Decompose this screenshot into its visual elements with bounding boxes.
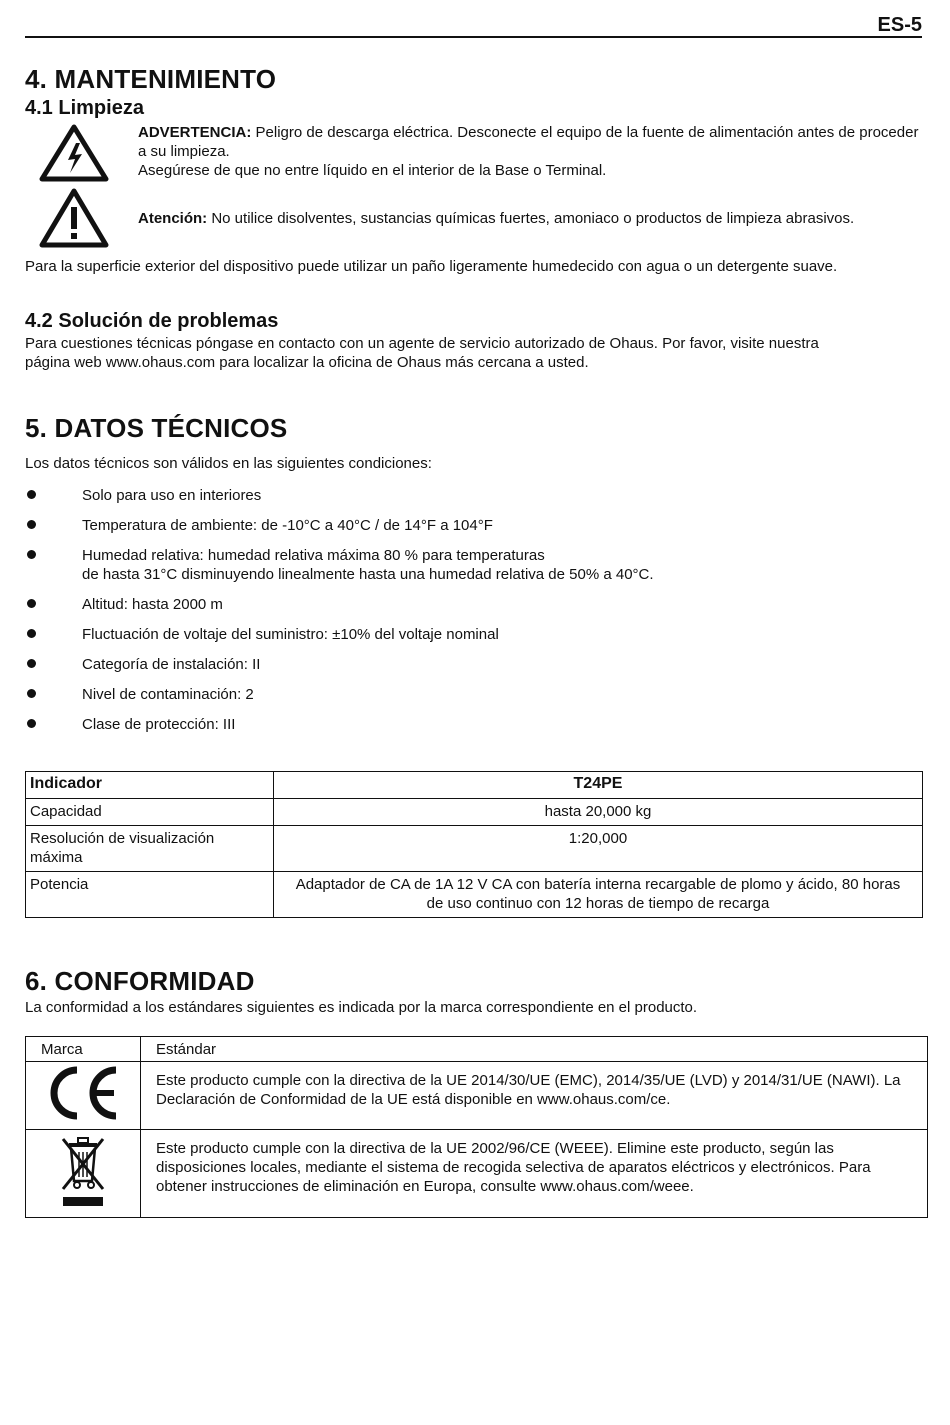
table-row [26, 1130, 928, 1218]
ce-standard-text: Este producto cumple con la directiva de la UE 2014/30/UE (EMC), 2014/35/UE (LVD) y 2014/31/UE (NAWI). La Declaración de Conformidad de la UE está disponible en www.ohaus.com/ce. [141, 1062, 928, 1130]
technical-data-intro: Los datos técnicos son válidos en las siguientes condiciones: [25, 455, 432, 472]
list-item: Temperatura de ambiente: de -10°C a 40°C / de 14°F a 104°F [25, 516, 905, 535]
spec-label: Capacidad [26, 799, 274, 826]
bullet-icon [27, 599, 36, 608]
list-item: Fluctuación de voltaje del suministro: ±10% del voltaje nominal [25, 625, 905, 644]
table-header-model: T24PE [274, 772, 923, 799]
caution-paragraph [138, 209, 928, 228]
spec-value: hasta 20,000 kg [274, 799, 923, 826]
section-4-title: 4. MANTENIMIENTO [25, 64, 277, 94]
table-row [26, 799, 923, 826]
warning-text: Peligro de descarga eléctrica. Desconecte el equipo de la fuente de alimentación antes de proceder a su limpieza. [138, 124, 919, 160]
weee-mark-cell [26, 1130, 141, 1218]
caution-icon [38, 187, 110, 249]
electric-shock-warning-icon [38, 123, 110, 183]
section-4-2-title: 4.2 Solución de problemas [25, 310, 279, 332]
header-rule [25, 36, 922, 38]
weee-standard-text: Este producto cumple con la directiva de la UE 2002/96/CE (WEEE). Elimine este producto, según las disposiciones locales, mediante el sistema de recogida selectiva de aparatos eléctricos y electrónicos. Para obtener instrucciones de eliminación en Europa, consulte www.ohaus.com/weee. [141, 1130, 928, 1218]
conformity-intro: La conformidad a los estándares siguientes es indicada por la marca correspondiente en el producto. [25, 999, 698, 1016]
bullet-icon [27, 520, 36, 529]
table-header-row [26, 772, 923, 799]
caution-label: Atención: [138, 210, 208, 227]
list-item: Clase de protección: III [25, 715, 905, 734]
list-item: Humedad relativa: humedad relativa máxima 80 % para temperaturas de hasta 31°C disminuyendo linealmente hasta una humedad relativa de 50% a 40°C. [25, 546, 905, 584]
liquid-warning-text: Asegúrese de que no entre líquido en el interior de la Base o Terminal. [138, 162, 607, 179]
table-header-indicator: Indicador [26, 772, 274, 799]
list-item: Altitud: hasta 2000 m [25, 595, 905, 614]
section-6-title: 6. CONFORMIDAD [25, 966, 255, 996]
troubleshooting-text-line2: página web www.ohaus.com para localizar la oficina de Ohaus más cercana a usted. [25, 354, 589, 371]
ce-mark-icon [44, 1065, 122, 1121]
specifications-table [25, 771, 923, 918]
table-header-mark: Marca [26, 1037, 141, 1062]
troubleshooting-text-line1: Para cuestiones técnicas póngase en contacto con un agente de servicio autorizado de Ohaus. Por favor, visite nuestra [25, 335, 819, 352]
warning-label: ADVERTENCIA: [138, 124, 252, 141]
spec-label: Potencia [26, 872, 274, 918]
weee-bin-icon [55, 1133, 111, 1209]
section-5-title: 5. DATOS TÉCNICOS [25, 413, 288, 443]
table-row [26, 1062, 928, 1130]
caution-text: No utilice disolventes, sustancias químicas fuertes, amoniaco o productos de limpieza abrasivos. [207, 210, 855, 227]
surface-cleaning-text: Para la superficie exterior del dispositivo puede utilizar un paño ligeramente humedecido con agua o un detergente suave. [25, 258, 838, 275]
bullet-icon [27, 719, 36, 728]
bullet-icon [27, 550, 36, 559]
list-item: Solo para uso en interiores [25, 486, 905, 505]
spec-label: Resolución de visualización máxima [26, 826, 274, 872]
page-number: ES-5 [877, 14, 922, 36]
table-header-standard: Estándar [141, 1037, 928, 1062]
table-row [26, 872, 923, 918]
bullet-icon [27, 689, 36, 698]
bullet-icon [27, 659, 36, 668]
bullet-icon [27, 629, 36, 638]
section-4-1-title: 4.1 Limpieza [25, 97, 144, 119]
table-header-row [26, 1037, 928, 1062]
table-row [26, 826, 923, 872]
spec-value: Adaptador de CA de 1A 12 V CA con batería interna recargable de plomo y ácido, 80 horas de uso continuo con 12 horas de tiempo de recarga [274, 872, 923, 918]
bullet-icon [27, 490, 36, 499]
list-item: Categoría de instalación: II [25, 655, 905, 674]
list-item: Nivel de contaminación: 2 [25, 685, 905, 704]
spec-value: 1:20,000 [274, 826, 923, 872]
conformity-table [25, 1036, 928, 1218]
conditions-list [25, 486, 905, 745]
warning-paragraph [138, 123, 928, 180]
ce-mark-cell [26, 1062, 141, 1130]
